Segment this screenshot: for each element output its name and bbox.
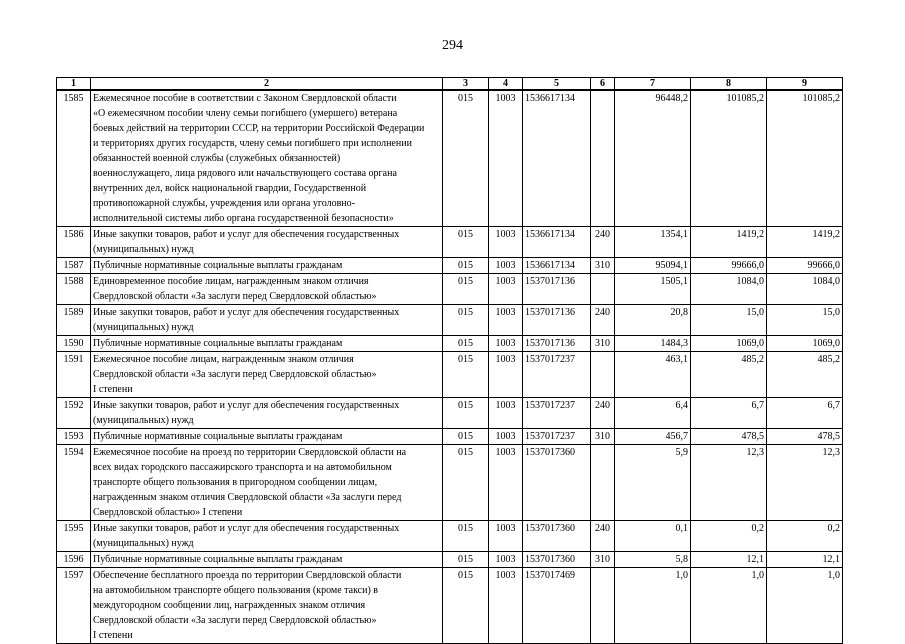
column-header: 9: [767, 78, 843, 91]
table-row: [57, 445, 843, 521]
table-row: [57, 521, 843, 552]
section-code: 1003: [489, 258, 523, 274]
header-row: [57, 78, 843, 91]
amount-year-1: 463,1: [615, 352, 691, 398]
amount-year-2: 99666,0: [691, 258, 767, 274]
amount-year-3: 12,3: [767, 445, 843, 521]
row-number: 1592: [57, 398, 91, 429]
amount-year-1: 0,1: [615, 521, 691, 552]
table-row: [57, 258, 843, 274]
target-article-code: 1536617134: [523, 227, 591, 258]
table-row: [57, 336, 843, 352]
table-row: [57, 274, 843, 305]
expense-description: Иные закупки товаров, работ и услуг для обеспечения государственных (муниципальных) нужд: [91, 305, 443, 336]
amount-year-3: 1069,0: [767, 336, 843, 352]
expense-type-code: [591, 274, 615, 305]
amount-year-1: 1505,1: [615, 274, 691, 305]
amount-year-2: 15,0: [691, 305, 767, 336]
expense-type-code: 310: [591, 552, 615, 568]
column-header: 1: [57, 78, 91, 91]
section-code: 1003: [489, 352, 523, 398]
amount-year-3: 1419,2: [767, 227, 843, 258]
table-body: [57, 90, 843, 644]
section-code: 1003: [489, 336, 523, 352]
expense-description: Публичные нормативные социальные выплаты гражданам: [91, 336, 443, 352]
expense-description: Обеспечение бесплатного проезда по территории Свердловской области на автомобильном транспорте общего пользования (кроме такси) в междугородном сообщении лиц, награжденных знаком отличия Свердловской области «За заслуги перед Свердловской областью» I степени: [91, 568, 443, 644]
row-number: 1589: [57, 305, 91, 336]
target-article-code: 1537017237: [523, 352, 591, 398]
column-header: 8: [691, 78, 767, 91]
row-number: 1588: [57, 274, 91, 305]
amount-year-3: 101085,2: [767, 90, 843, 227]
ministry-code: 015: [443, 445, 489, 521]
expense-description: Иные закупки товаров, работ и услуг для обеспечения государственных (муниципальных) нужд: [91, 521, 443, 552]
amount-year-3: 478,5: [767, 429, 843, 445]
expense-type-code: 240: [591, 398, 615, 429]
section-code: 1003: [489, 521, 523, 552]
table-row: [57, 398, 843, 429]
amount-year-3: 6,7: [767, 398, 843, 429]
section-code: 1003: [489, 398, 523, 429]
amount-year-2: 0,2: [691, 521, 767, 552]
amount-year-2: 1419,2: [691, 227, 767, 258]
target-article-code: 1537017136: [523, 274, 591, 305]
ministry-code: 015: [443, 352, 489, 398]
ministry-code: 015: [443, 568, 489, 644]
ministry-code: 015: [443, 90, 489, 227]
expense-description: Иные закупки товаров, работ и услуг для обеспечения государственных (муниципальных) нужд: [91, 227, 443, 258]
amount-year-2: 478,5: [691, 429, 767, 445]
table-row: [57, 90, 843, 227]
section-code: 1003: [489, 274, 523, 305]
section-code: 1003: [489, 445, 523, 521]
table-row: [57, 429, 843, 445]
section-code: 1003: [489, 429, 523, 445]
expense-type-code: [591, 90, 615, 227]
amount-year-1: 1,0: [615, 568, 691, 644]
target-article-code: 1537017360: [523, 552, 591, 568]
row-number: 1591: [57, 352, 91, 398]
target-article-code: 1537017237: [523, 429, 591, 445]
expense-type-code: 310: [591, 429, 615, 445]
amount-year-3: 1,0: [767, 568, 843, 644]
expense-type-code: 310: [591, 258, 615, 274]
page-number: 294: [442, 38, 463, 53]
row-number: 1585: [57, 90, 91, 227]
column-header: 2: [91, 78, 443, 91]
expense-type-code: [591, 568, 615, 644]
amount-year-1: 20,8: [615, 305, 691, 336]
expense-description: Ежемесячное пособие лицам, награжденным знаком отличия Свердловской области «За заслуги перед Свердловской областью» I степени: [91, 352, 443, 398]
amount-year-2: 6,7: [691, 398, 767, 429]
amount-year-1: 5,9: [615, 445, 691, 521]
row-number: 1587: [57, 258, 91, 274]
section-code: 1003: [489, 305, 523, 336]
amount-year-3: 1084,0: [767, 274, 843, 305]
expense-type-code: 240: [591, 521, 615, 552]
amount-year-1: 95094,1: [615, 258, 691, 274]
target-article-code: 1536617134: [523, 90, 591, 227]
table-row: [57, 568, 843, 644]
budget-table: [56, 77, 843, 644]
column-header: 5: [523, 78, 591, 91]
column-header: 3: [443, 78, 489, 91]
row-number: 1590: [57, 336, 91, 352]
row-number: 1596: [57, 552, 91, 568]
row-number: 1597: [57, 568, 91, 644]
expense-description: Публичные нормативные социальные выплаты гражданам: [91, 552, 443, 568]
column-header: 7: [615, 78, 691, 91]
amount-year-1: 456,7: [615, 429, 691, 445]
amount-year-2: 485,2: [691, 352, 767, 398]
amount-year-1: 5,8: [615, 552, 691, 568]
row-number: 1594: [57, 445, 91, 521]
section-code: 1003: [489, 90, 523, 227]
row-number: 1586: [57, 227, 91, 258]
row-number: 1593: [57, 429, 91, 445]
target-article-code: 1537017360: [523, 521, 591, 552]
amount-year-3: 485,2: [767, 352, 843, 398]
amount-year-2: 1069,0: [691, 336, 767, 352]
ministry-code: 015: [443, 258, 489, 274]
amount-year-1: 6,4: [615, 398, 691, 429]
target-article-code: 1537017469: [523, 568, 591, 644]
target-article-code: 1537017136: [523, 336, 591, 352]
ministry-code: 015: [443, 521, 489, 552]
column-header: 4: [489, 78, 523, 91]
amount-year-3: 0,2: [767, 521, 843, 552]
amount-year-2: 101085,2: [691, 90, 767, 227]
amount-year-2: 12,1: [691, 552, 767, 568]
amount-year-3: 12,1: [767, 552, 843, 568]
target-article-code: 1537017360: [523, 445, 591, 521]
amount-year-1: 96448,2: [615, 90, 691, 227]
section-code: 1003: [489, 568, 523, 644]
table-row: [57, 305, 843, 336]
table-row: [57, 552, 843, 568]
expense-type-code: 240: [591, 305, 615, 336]
expense-description: Иные закупки товаров, работ и услуг для обеспечения государственных (муниципальных) нужд: [91, 398, 443, 429]
amount-year-1: 1484,3: [615, 336, 691, 352]
target-article-code: 1537017136: [523, 305, 591, 336]
section-code: 1003: [489, 552, 523, 568]
ministry-code: 015: [443, 305, 489, 336]
section-code: 1003: [489, 227, 523, 258]
ministry-code: 015: [443, 336, 489, 352]
ministry-code: 015: [443, 227, 489, 258]
row-number: 1595: [57, 521, 91, 552]
expense-description: Ежемесячное пособие в соответствии с Законом Свердловской области «О ежемесячном пособии члену семьи погибшего (умершего) ветерана боевых действий на территории СССР, на территории Российской Федерации и территориях других государств, члену семьи погибшего при исполнении обязанностей военной службы (служебных обязанностей) военнослужащего, лица рядового или начальствующего состава органа внутренних дел, войск национальной гвардии, Государственной противопожарной службы, учреждения или органа уголовно- исполнительной системы либо органа государственной безопасности»: [91, 90, 443, 227]
ministry-code: 015: [443, 274, 489, 305]
column-header: 6: [591, 78, 615, 91]
ministry-code: 015: [443, 552, 489, 568]
amount-year-1: 1354,1: [615, 227, 691, 258]
target-article-code: 1537017237: [523, 398, 591, 429]
amount-year-2: 1,0: [691, 568, 767, 644]
expense-description: Публичные нормативные социальные выплаты гражданам: [91, 258, 443, 274]
table-row: [57, 352, 843, 398]
amount-year-2: 12,3: [691, 445, 767, 521]
ministry-code: 015: [443, 429, 489, 445]
expense-type-code: 240: [591, 227, 615, 258]
expense-description: Ежемесячное пособие на проезд по территории Свердловской области на всех видах городского пассажирского транспорта и на автомобильном транспорте общего пользования в пригородном сообщении лицам, награжденным знаком отличия Свердловской области «За заслуги перед Свердловской областью» I степени: [91, 445, 443, 521]
amount-year-3: 15,0: [767, 305, 843, 336]
ministry-code: 015: [443, 398, 489, 429]
expense-type-code: [591, 445, 615, 521]
expense-type-code: [591, 352, 615, 398]
target-article-code: 1536617134: [523, 258, 591, 274]
amount-year-3: 99666,0: [767, 258, 843, 274]
expense-description: Единовременное пособие лицам, награжденным знаком отличия Свердловской области «За заслуги перед Свердловской областью»: [91, 274, 443, 305]
table-row: [57, 227, 843, 258]
expense-type-code: 310: [591, 336, 615, 352]
expense-description: Публичные нормативные социальные выплаты гражданам: [91, 429, 443, 445]
amount-year-2: 1084,0: [691, 274, 767, 305]
